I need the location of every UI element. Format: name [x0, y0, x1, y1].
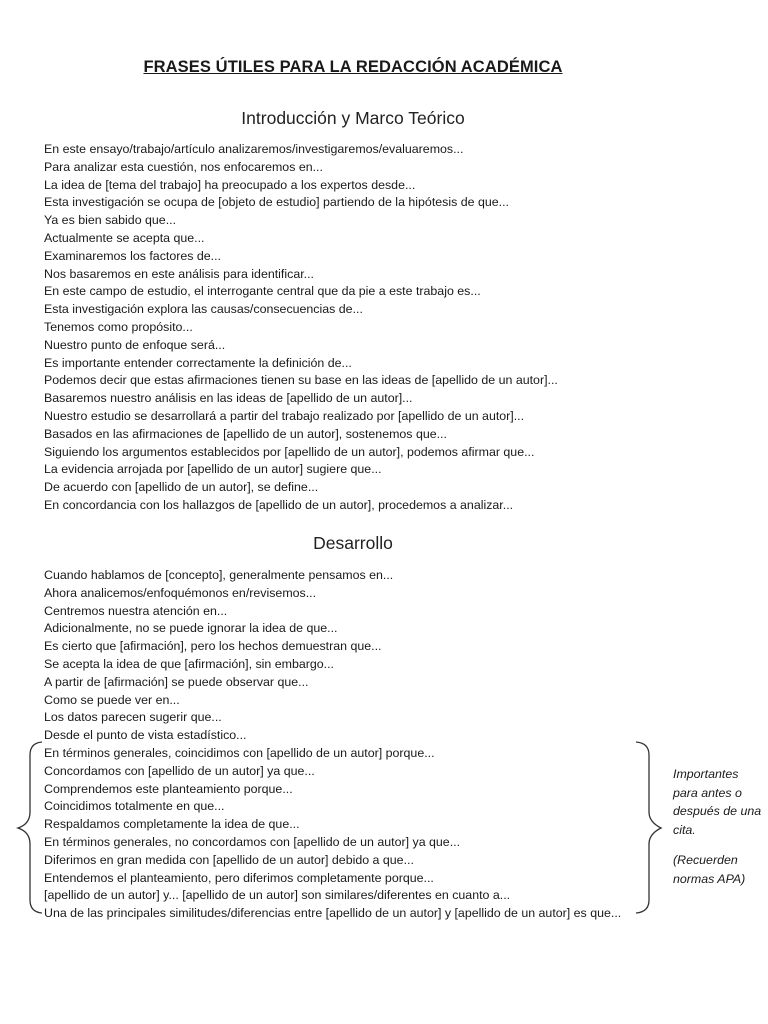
phrase-item: Ahora analicemos/enfoquémonos en/revisemos... [44, 585, 317, 600]
phrase-list-desarrollo [44, 567, 621, 923]
section-heading-introduccion: Introducción y Marco Teórico [241, 108, 465, 128]
phrase-item: Podemos decir que estas afirmaciones tienen su base en las ideas de [apellido de un autor]... [44, 373, 558, 388]
phrase-list-introduccion [44, 141, 558, 515]
phrase-item: Esta investigación se ocupa de [objeto de estudio] partiendo de la hipótesis de que... [44, 195, 509, 210]
phrase-item: Para analizar esta cuestión, nos enfocaremos en... [44, 159, 323, 174]
phrase-item: Es cierto que [afirmación], pero los hechos demuestran que... [44, 639, 382, 654]
side-note-main: Importantes para antes o después de una cita. [673, 767, 762, 837]
left-brace [18, 742, 42, 913]
phrase-item: Los datos parecen sugerir que... [44, 710, 222, 725]
phrase-item: Comprendemos este planteamiento porque... [44, 781, 293, 796]
phrase-item: En concordancia con los hallazgos de [apellido de un autor], procedemos a analizar... [44, 497, 514, 512]
phrase-item: Siguiendo los argumentos establecidos por [apellido de un autor], podemos afirmar que... [44, 444, 535, 459]
phrase-item: Nuestro punto de enfoque será... [44, 337, 226, 352]
phrase-item: En este campo de estudio, el interrogante central que da pie a este trabajo es... [44, 284, 481, 299]
phrase-item: La evidencia arrojada por [apellido de un autor] sugiere que... [44, 462, 382, 477]
phrase-item: Entendemos el planteamiento, pero diferimos completamente porque... [44, 870, 434, 885]
phrase-item: De acuerdo con [apellido de un autor], se define... [44, 480, 319, 495]
section-heading-desarrollo: Desarrollo [313, 533, 393, 553]
phrase-item: Coincidimos totalmente en que... [44, 799, 225, 814]
phrase-item: En términos generales, coincidimos con [apellido de un autor] porque... [44, 745, 435, 760]
phrase-item: Examinaremos los factores de... [44, 248, 221, 263]
phrase-item: Se acepta la idea de que [afirmación], sin embargo... [44, 656, 334, 671]
right-brace [636, 742, 661, 913]
phrase-item: [apellido de un autor] y... [apellido de un autor] son similares/diferentes en cuanto a... [44, 888, 511, 903]
phrase-item: Tenemos como propósito... [44, 319, 193, 334]
phrase-item: Respaldamos completamente la idea de que... [44, 817, 300, 832]
phrase-item: Es importante entender correctamente la definición de... [44, 355, 352, 370]
phrase-item: A partir de [afirmación] se puede observar que... [44, 674, 309, 689]
phrase-item: Esta investigación explora las causas/consecuencias de... [44, 302, 363, 317]
document-title: FRASES ÚTILES PARA LA REDACCIÓN ACADÉMICA [143, 58, 563, 76]
phrase-item: Ya es bien sabido que... [44, 213, 177, 228]
phrase-item: Diferimos en gran medida con [apellido de un autor] debido a que... [44, 852, 414, 867]
phrase-item: Basaremos nuestro análisis en las ideas de [apellido de un autor]... [44, 391, 413, 406]
phrase-item: Adicionalmente, no se puede ignorar la idea de que... [44, 621, 338, 636]
side-note-secondary: (Recuerden normas APA) [673, 853, 746, 886]
phrase-item: Cuando hablamos de [concepto], generalmente pensamos en... [44, 568, 394, 582]
phrase-item: Concordamos con [apellido de un autor] ya que... [44, 763, 315, 778]
phrase-item: Desde el punto de vista estadístico... [44, 728, 247, 743]
side-note [673, 765, 765, 888]
phrase-item: Centremos nuestra atención en... [44, 603, 228, 618]
phrase-item: Actualmente se acepta que... [44, 230, 205, 245]
phrase-item: Nuestro estudio se desarrollará a partir del trabajo realizado por [apellido de un autor]... [44, 408, 525, 423]
phrase-item: En este ensayo/trabajo/artículo analizaremos/investigaremos/evaluaremos... [44, 142, 464, 156]
phrase-item: La idea de [tema del trabajo] ha preocupado a los expertos desde... [44, 177, 416, 192]
phrase-item: Una de las principales similitudes/diferencias entre [apellido de un autor] y [apellido de un autor] es que... [44, 906, 622, 921]
phrase-item: En términos generales, no concordamos con [apellido de un autor] ya que... [44, 834, 461, 849]
phrase-item: Nos basaremos en este análisis para identificar... [44, 266, 314, 281]
phrase-item: Basados en las afirmaciones de [apellido de un autor], sostenemos que... [44, 426, 447, 441]
phrase-item: Como se puede ver en... [44, 692, 180, 707]
